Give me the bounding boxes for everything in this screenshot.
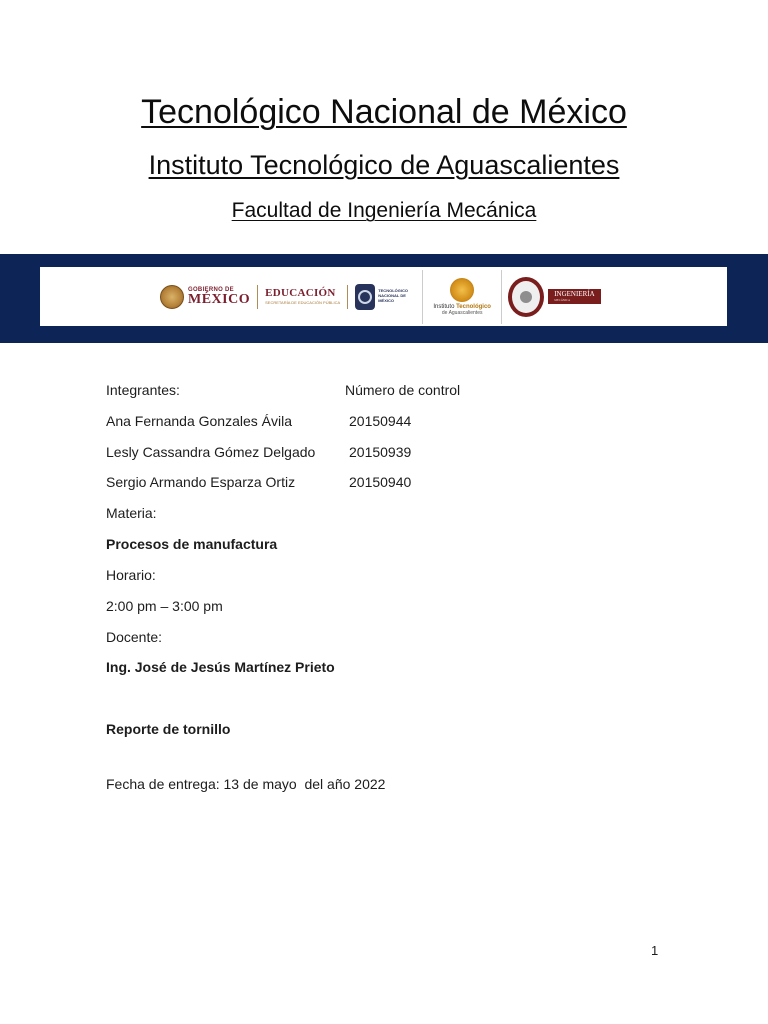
ita-emblem-icon [450, 278, 474, 302]
gobierno-small-text: GOBIERNO DE [188, 286, 234, 293]
schedule-value: 2:00 pm – 3:00 pm [106, 598, 223, 614]
ita-logo [422, 270, 502, 324]
educacion-text: EDUCACIÓN [265, 287, 336, 299]
logo-divider [257, 285, 258, 309]
ita-name: Instituto Tecnológico [433, 303, 491, 310]
logo-strip [158, 267, 610, 326]
schedule-label: Horario: [106, 567, 156, 583]
campus-title: Instituto Tecnológico de Aguascalientes [148, 150, 620, 180]
educacion-logo [265, 288, 340, 305]
logo-banner-panel [40, 267, 727, 326]
logo-divider [347, 285, 348, 309]
subject-label: Materia: [106, 505, 157, 521]
gobierno-big-text: MÉXICO [188, 291, 251, 307]
ingenieria-logo [508, 277, 600, 317]
tecnm-text: TECNOLÓGICO NACIONAL DE MÉXICO [378, 288, 408, 303]
member-control: 20150944 [349, 413, 412, 429]
gobierno-mexico-logo [160, 285, 250, 309]
teacher-value: Ing. José de Jesús Martínez Prieto [106, 659, 335, 675]
teacher-label: Docente: [106, 629, 163, 645]
member-name: Ana Fernanda Gonzales Ávila [106, 413, 292, 429]
member-name: Sergio Armando Esparza Ortiz [106, 474, 296, 490]
logo-banner [0, 254, 768, 343]
faculty-title: Facultad de Ingeniería Mecánica [231, 199, 537, 222]
member-control: 20150940 [349, 474, 412, 490]
institution-title: Tecnológico Nacional de México [141, 93, 627, 131]
gear-icon [508, 277, 544, 317]
control-label: Número de control [345, 382, 461, 398]
due-date: Fecha de entrega: 13 de mayo del año 2022 [106, 776, 386, 792]
national-seal-icon [160, 285, 184, 309]
subject-value: Procesos de manufactura [106, 536, 278, 552]
page-number: 1 [651, 943, 659, 958]
member-control: 20150939 [349, 444, 412, 460]
ingenieria-badge: INGENIERÍA MECÁNICA [548, 289, 600, 304]
tecnm-emblem-icon [355, 284, 375, 310]
members-label: Integrantes: [106, 382, 180, 398]
educacion-sub-text: SECRETARÍA DE EDUCACIÓN PÚBLICA [265, 300, 341, 305]
member-name: Lesly Cassandra Gómez Delgado [106, 444, 316, 460]
ita-location: de Aguascalientes [441, 309, 483, 316]
report-title: Reporte de tornillo [106, 721, 231, 737]
